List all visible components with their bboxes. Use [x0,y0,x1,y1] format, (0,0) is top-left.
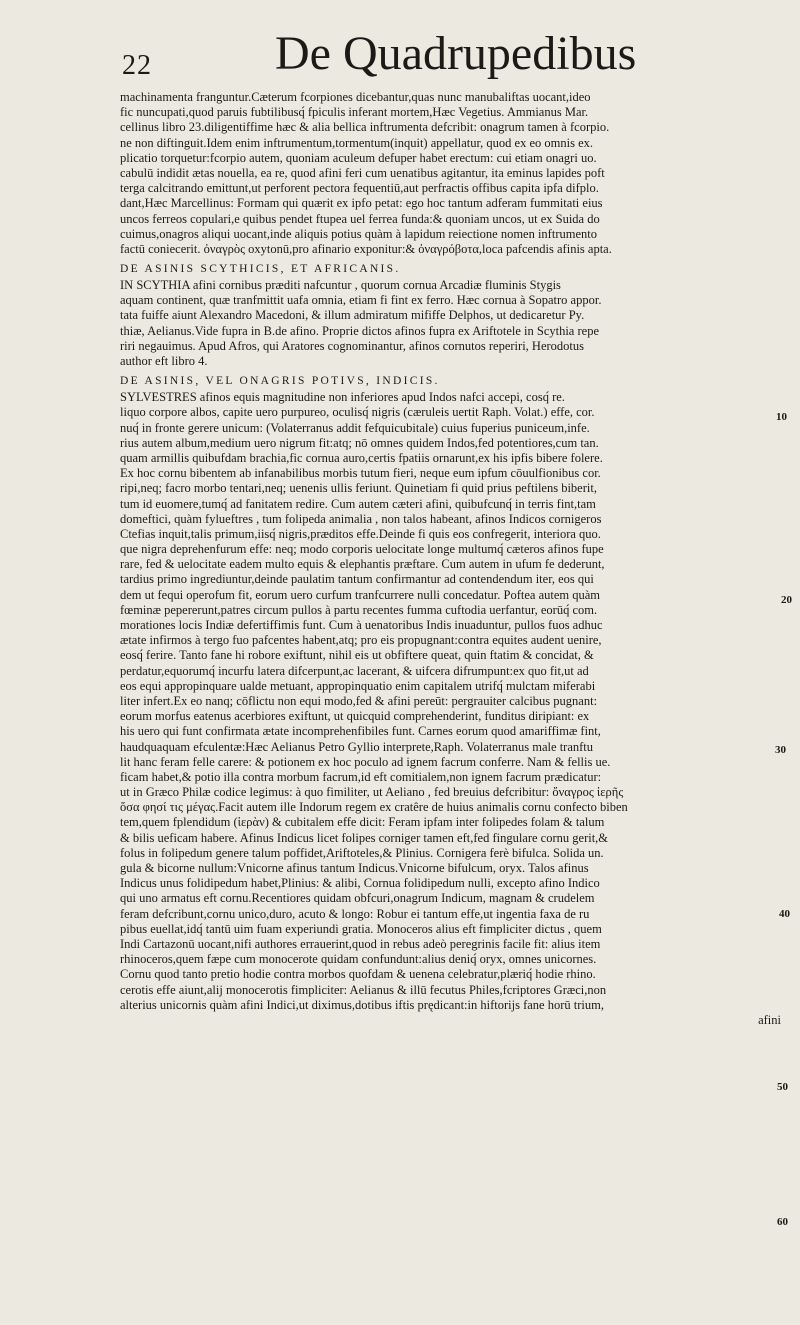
text-line: SYLVESTRES afinos equis magnitudine non inferiores apud Indos nafci accepi, cosq́ re. [120,390,565,405]
margin-line-number: 60 [777,1216,788,1228]
text-line: morationes locis Indiæ defertiffimis funt. Cum à uenatoribus Indis inuaduntur, pullos fuos adhuc [120,618,603,632]
margin-line-number: 50 [777,1081,788,1093]
text-line: fic nuncupati,quod paruis fubtilibusq́ fpiculis inferant mortem,Hæc Vegetius. Ammianus Mar. [120,105,589,120]
text-line: eosq́ ferire. Tanto fane hi robore exiftunt, nihil eis ut obfiftere queat, quin ftatim & concidat, & [120,648,594,663]
text-line: eorum morfus eatenus acerbiores exiftunt, ut quicquid comprehenderint, funditus diripiant: ex [120,709,590,724]
text-line: ripi,neq; facro morbo tentari,neq; uenenis ullis feriunt. Quinetiam fi quid prius peftilens biberit, [120,481,597,496]
text-line: cabulū indidit ætas nouella, ea re, quod afini feri cum uenatibus agitantur, ita eminus lapides poft [120,165,605,180]
text-line: folus in folipedum genere talum poffidet,Ariftoteles,& Plinius. Cornigera ferè bifulca. Solida un. [120,845,604,860]
text-line: cuimus,onagros aliqui uocant,inde aliquis potius quàm à lapidum reiectione nomen inftrumento [120,226,597,241]
text-line: Ex hoc cornu bibentem ab infanabilibus morbis tutum fieri, neque eum ipfum cōuulfionibus cor. [120,466,601,481]
text-line: thiæ, Aelianus.Vide fupra in B.de afino. Proprie dictos afinos fupra ex Ariftotele in Scythia repe [120,323,599,338]
text-line: tardius primo ingrediuntur,deinde paulatim tantum confirmantur ad contendendum iter, eos qui [120,572,594,587]
text-line: ætate infirmos à tergo fuo pafcentes habent,atq; pro eis propugnant:contra equites audent uenire, [120,633,602,648]
text-line: gula & bicorne nullum:Vnicorne afinus tantum Indicus.Vnicorne bifulcum, oryx. Talos afinus [120,861,589,875]
text-line: ὅσα φησί τις μέγας.Facit autem ille Indorum regem ex cratêre de huius animalis cornu confecto biben [120,800,628,815]
text-line: haudquaquam efculentæ:Hæc Aelianus Petro Gyllio interprete,Raph. Volaterranus male tranftu [120,739,594,754]
text-line: lit hanc feram felle carere: & potionem ex hoc poculo ad ignem facrum conferre. Nam & fellis ue. [120,754,611,769]
text-line: liter infert.Ex eo nanq; cōflictu non equi modo,fed & afini pereūt: pergrauiter calcibus pugnant: [120,693,598,708]
text-line: aquam continent, quæ tranfmittit uafa omnia, etiam fi fint ex ferro. Hæc cornua à Sopatro appor. [120,293,602,308]
text-line: qui uno armatus eft cornu.Recentiores quidam obfcuri,onagrum Indicum, magnam & crudelem [120,891,595,906]
text-line: domeftici, quàm fylueftres , tum folipeda animalia , non talos habeant, afinos Indicos cornigeros [120,511,602,526]
text-line: his uero qui funt confirmata ætate incomprehenfibiles funt. Carnes eorum quod amariffimæ fint, [120,724,601,739]
text-line: feram defcribunt,cornu unico,duro, acuto & longo: Robur ei tantum effe,ut ingentia faxa de ru [120,906,590,921]
text-line: cellinus libro 23.diligentiffime hæc & alia bellica inftrumenta defcribit: onagrum tamen à fcorpio. [120,120,610,135]
text-line: liquo corpore albos, capite uero purpureo, oculisq́ nigris (cæruleis uertit Raph. Volat.) effe, cor. [120,405,595,420]
text-line: machinamenta franguntur.Cæterum fcorpiones dicebantur,quas nunc manubaliftas uocant,ideo [120,90,591,104]
text-line: Indi Cartazonū uocant,nifi authores errauerint,quod in rebus adeò peregrinis facile fit: alius item [120,936,601,951]
text-line: & bilis ueficam habere. Afinus Indicus licet folipes corniger tamen eft,fed fingulare cornu gerit,& [120,830,609,845]
text-line: rhinoceros,quem fæpe cum monocerote quidam confundunt:alius deniq́ oryx, omnes unicornes. [120,952,597,967]
text-line: terga calcitrando emittunt,ut perforent pectora fequentiū,aut perfractis offibus capita ipfa difplo. [120,181,599,196]
text-line: tum id euomere,tumq́ ad fanitatem redire. Cum autem cæteri afini, quibufcunq́ in terris fint,tam [120,496,596,511]
text-line: uncos ferreos copulari,e quibus pendet ftupea uel ferrea funda:& quoniam uncos, ut ex Suida do [120,211,600,226]
text-line: rare, fed & uelocitate eadem multo equis & elephantis præftare. Cum autem in ufum fe dederunt, [120,557,605,572]
text-line: IN SCYTHIA afini cornibus præditi nafcuntur , quorum cornua Arcadiæ fluminis Stygis [120,278,561,293]
text-line: Indicus unus folidipedum habet,Plinius: & alibi, Cornua folidipedum nulli, excepto afino Indico [120,876,600,891]
text-line: plicatio torquetur:fcorpio autem, quoniam aculeum defuper habet erectum: cui etiam onagri uo. [120,150,597,165]
text-line: pibus euellat,idq́ tantū uim fuam experiundi gratia. Monoceros alius eft fimpliciter dictus , quem [120,921,602,936]
margin-line-number: 30 [775,744,786,756]
page-number: 22 [122,50,152,81]
text-line: riri negauimus. Apud Afros, qui Aratores cognominantur, afinos cornutos reperiri, Herodotus [120,338,584,353]
text-line: tata fuiffe aiunt Alexandro Macedoni, & illum admiratum mififfe Delphos, ut dedicaretur Py. [120,308,585,323]
page-header [0,28,800,88]
margin-line-number: 20 [781,594,792,606]
text-line: nuq́ in fronte gerere unicum: (Volaterranus addit fefquicubitale) cuius fuperius puniceum,infe. [120,420,590,435]
margin-line-number: 40 [779,908,790,920]
margin-line-number: 10 [776,411,787,423]
text-line: Ctefias inquit,talis primum,iisq́ nigris,præditos effe.Deinde fi quis eos confregerit, interiora quo. [120,526,601,541]
text-line: que nigra deprehenfurum effe: neq; modo corporis uelocitate longe multumq́ cæteros afinos fupe [120,542,604,557]
text-line: perdatur,equorumq́ incurfu latera difcerpunt,ac lacerant, & uifcera difrumpunt:ex quo fit,ut ad [120,663,589,678]
section-heading: DE ASINIS SCYTHICIS, ET AFRICANIS. [120,263,401,276]
body-text [120,90,785,1028]
catchword: afini [758,1012,781,1027]
text-line: ne non diftinguit.Idem enim inftrumentum,tormentum(inquit) appellatur, quod ex eo omnis ex. [120,135,594,150]
text-line: quam armillis quibufdam brachia,fic cornua auro,certis fpatiis ornarunt,ex his ipfis bibere folere. [120,450,603,465]
text-line: ut in Græco Philæ codice legimus: à quo fimiliter, ut Aeliano , fed breuius defcribitur: ὄναγρος ἱερῆς [120,785,624,800]
text-line: Cornu quod tanto pretio hodie contra morbos quofdam & uenena celebratur,plæriq́ hodie rhino. [120,967,596,982]
text-line: factū coniecerit. ὀναγρὸς oxytonū,pro afinario exponitur:& ὀναγρόβοτα,loca pafcendis afinis apta. [120,241,612,256]
text-line: ficam habet,& potio illa contra morbum facrum,id eft comitialem,non ignem facrum prædicatur: [120,769,602,784]
running-title: De Quadrupedibus [275,27,637,80]
text-line: eos equi appropinquare ualde metuant, appropinquatio enim capitalem utrifq́ mulctam miferabi [120,678,596,693]
text-line: cerotis effe aiunt,alij monocerotis fimpliciter: Aelianus & illū fecutus Philes,fcriptores Græci,non [120,982,607,997]
text-line: dem ut fequi operofum fit, eorum uero curfum tranfcurrere nulli concedatur. Poftea autem quàm [120,587,601,602]
section-heading: DE ASINIS, VEL ONAGRIS POTIVS, INDICIS. [120,375,440,388]
text-line: author eft libro 4. [120,354,208,368]
text-line: alterius unicornis quàm afini Indici,ut diximus,dotibus iftis prędicant:in hiftorijs fane horū trium, [120,997,604,1012]
text-line: fœminæ pepererunt,patres circum pullos à partu recentes fumma cuftodia uerfantur, eorūq́ com. [120,602,598,617]
text-line: tem,quem fplendidum (ἱερὰν) & cubitalem effe dicit: Feram ipfam inter folipedes folam & talum [120,815,605,830]
text-line: rius autem album,medium uero nigrum fit:atq; nō omnes quidem Indos,fed potentiores,cum tan. [120,435,599,450]
text-line: dant,Hæc Marcellinus: Formam qui quærit ex ipfo petat: ego hoc tantum adferam fummitati eius [120,196,603,211]
